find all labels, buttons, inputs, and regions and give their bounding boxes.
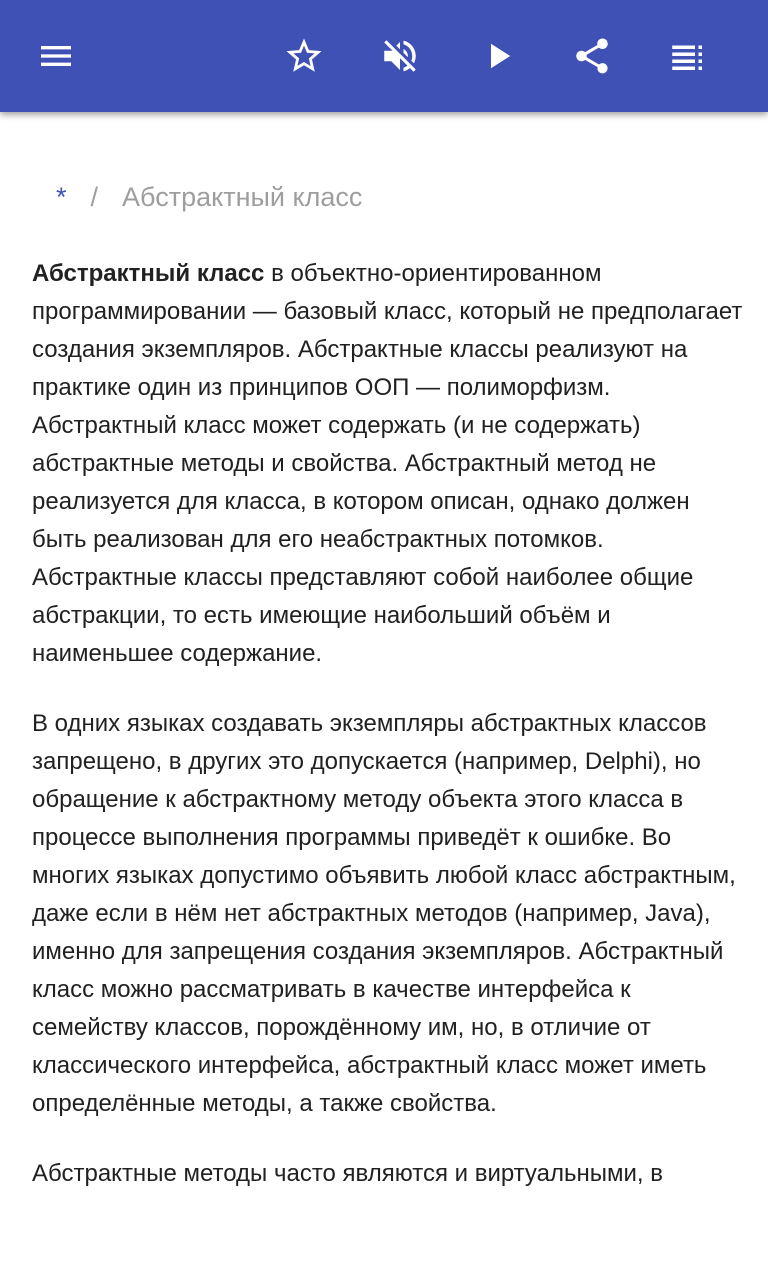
star-outline-icon[interactable] bbox=[276, 28, 332, 84]
article-term: Абстрактный класс bbox=[32, 260, 265, 287]
paragraph-3: Абстрактные методы часто являются и виртуальными, в bbox=[32, 1160, 664, 1187]
article-body bbox=[32, 255, 744, 1225]
breadcrumb bbox=[56, 182, 362, 213]
paragraph-1-text: в объектно-ориентированном программировании — базовый класс, который не предполагает создания экземпляров. Абстрактные классы реализуют на практике один из принципов ООП — полиморфизм. Абстрактный класс может содержать (и не содержать) абстрактные методы и свойства. Абстрактный метод не реализуется для класса, в котором описан, однако должен быть реализован для его неабстрактных потомков. Абстрактные классы представляют собой наиболее общие абстракции, то есть имеющие наибольший объём и наименьшее содержание. bbox=[32, 260, 743, 667]
breadcrumb-separator: / bbox=[90, 182, 99, 212]
breadcrumb-current: Абстрактный класс bbox=[122, 182, 363, 212]
volume-off-icon[interactable] bbox=[372, 28, 428, 84]
breadcrumb-root-link[interactable]: * bbox=[56, 182, 67, 212]
article-content bbox=[0, 112, 768, 1280]
paragraph-1 bbox=[32, 255, 744, 673]
app-toolbar bbox=[0, 0, 768, 112]
playlist-icon[interactable] bbox=[660, 28, 716, 84]
menu-icon[interactable] bbox=[28, 28, 84, 84]
share-icon[interactable] bbox=[564, 28, 620, 84]
paragraph-2: В одних языках создавать экземпляры абстрактных классов запрещено, в других это допускается (например, Delphi), но обращение к абстрактному методу объекта этого класса в процессе выполнения программы приведёт к ошибке. Во многих языках допустимо объявить любой класс абстрактным, даже если в нём нет абстрактных методов (например, Java), именно для запрещения создания экземпляров. Абстрактный класс можно рассматривать в качестве интерфейса к семейству классов, порождённому им, но, в отличие от классического интерфейса, абстрактный класс может иметь определённые методы, а также свойства. bbox=[32, 710, 736, 1117]
play-icon[interactable] bbox=[470, 28, 526, 84]
